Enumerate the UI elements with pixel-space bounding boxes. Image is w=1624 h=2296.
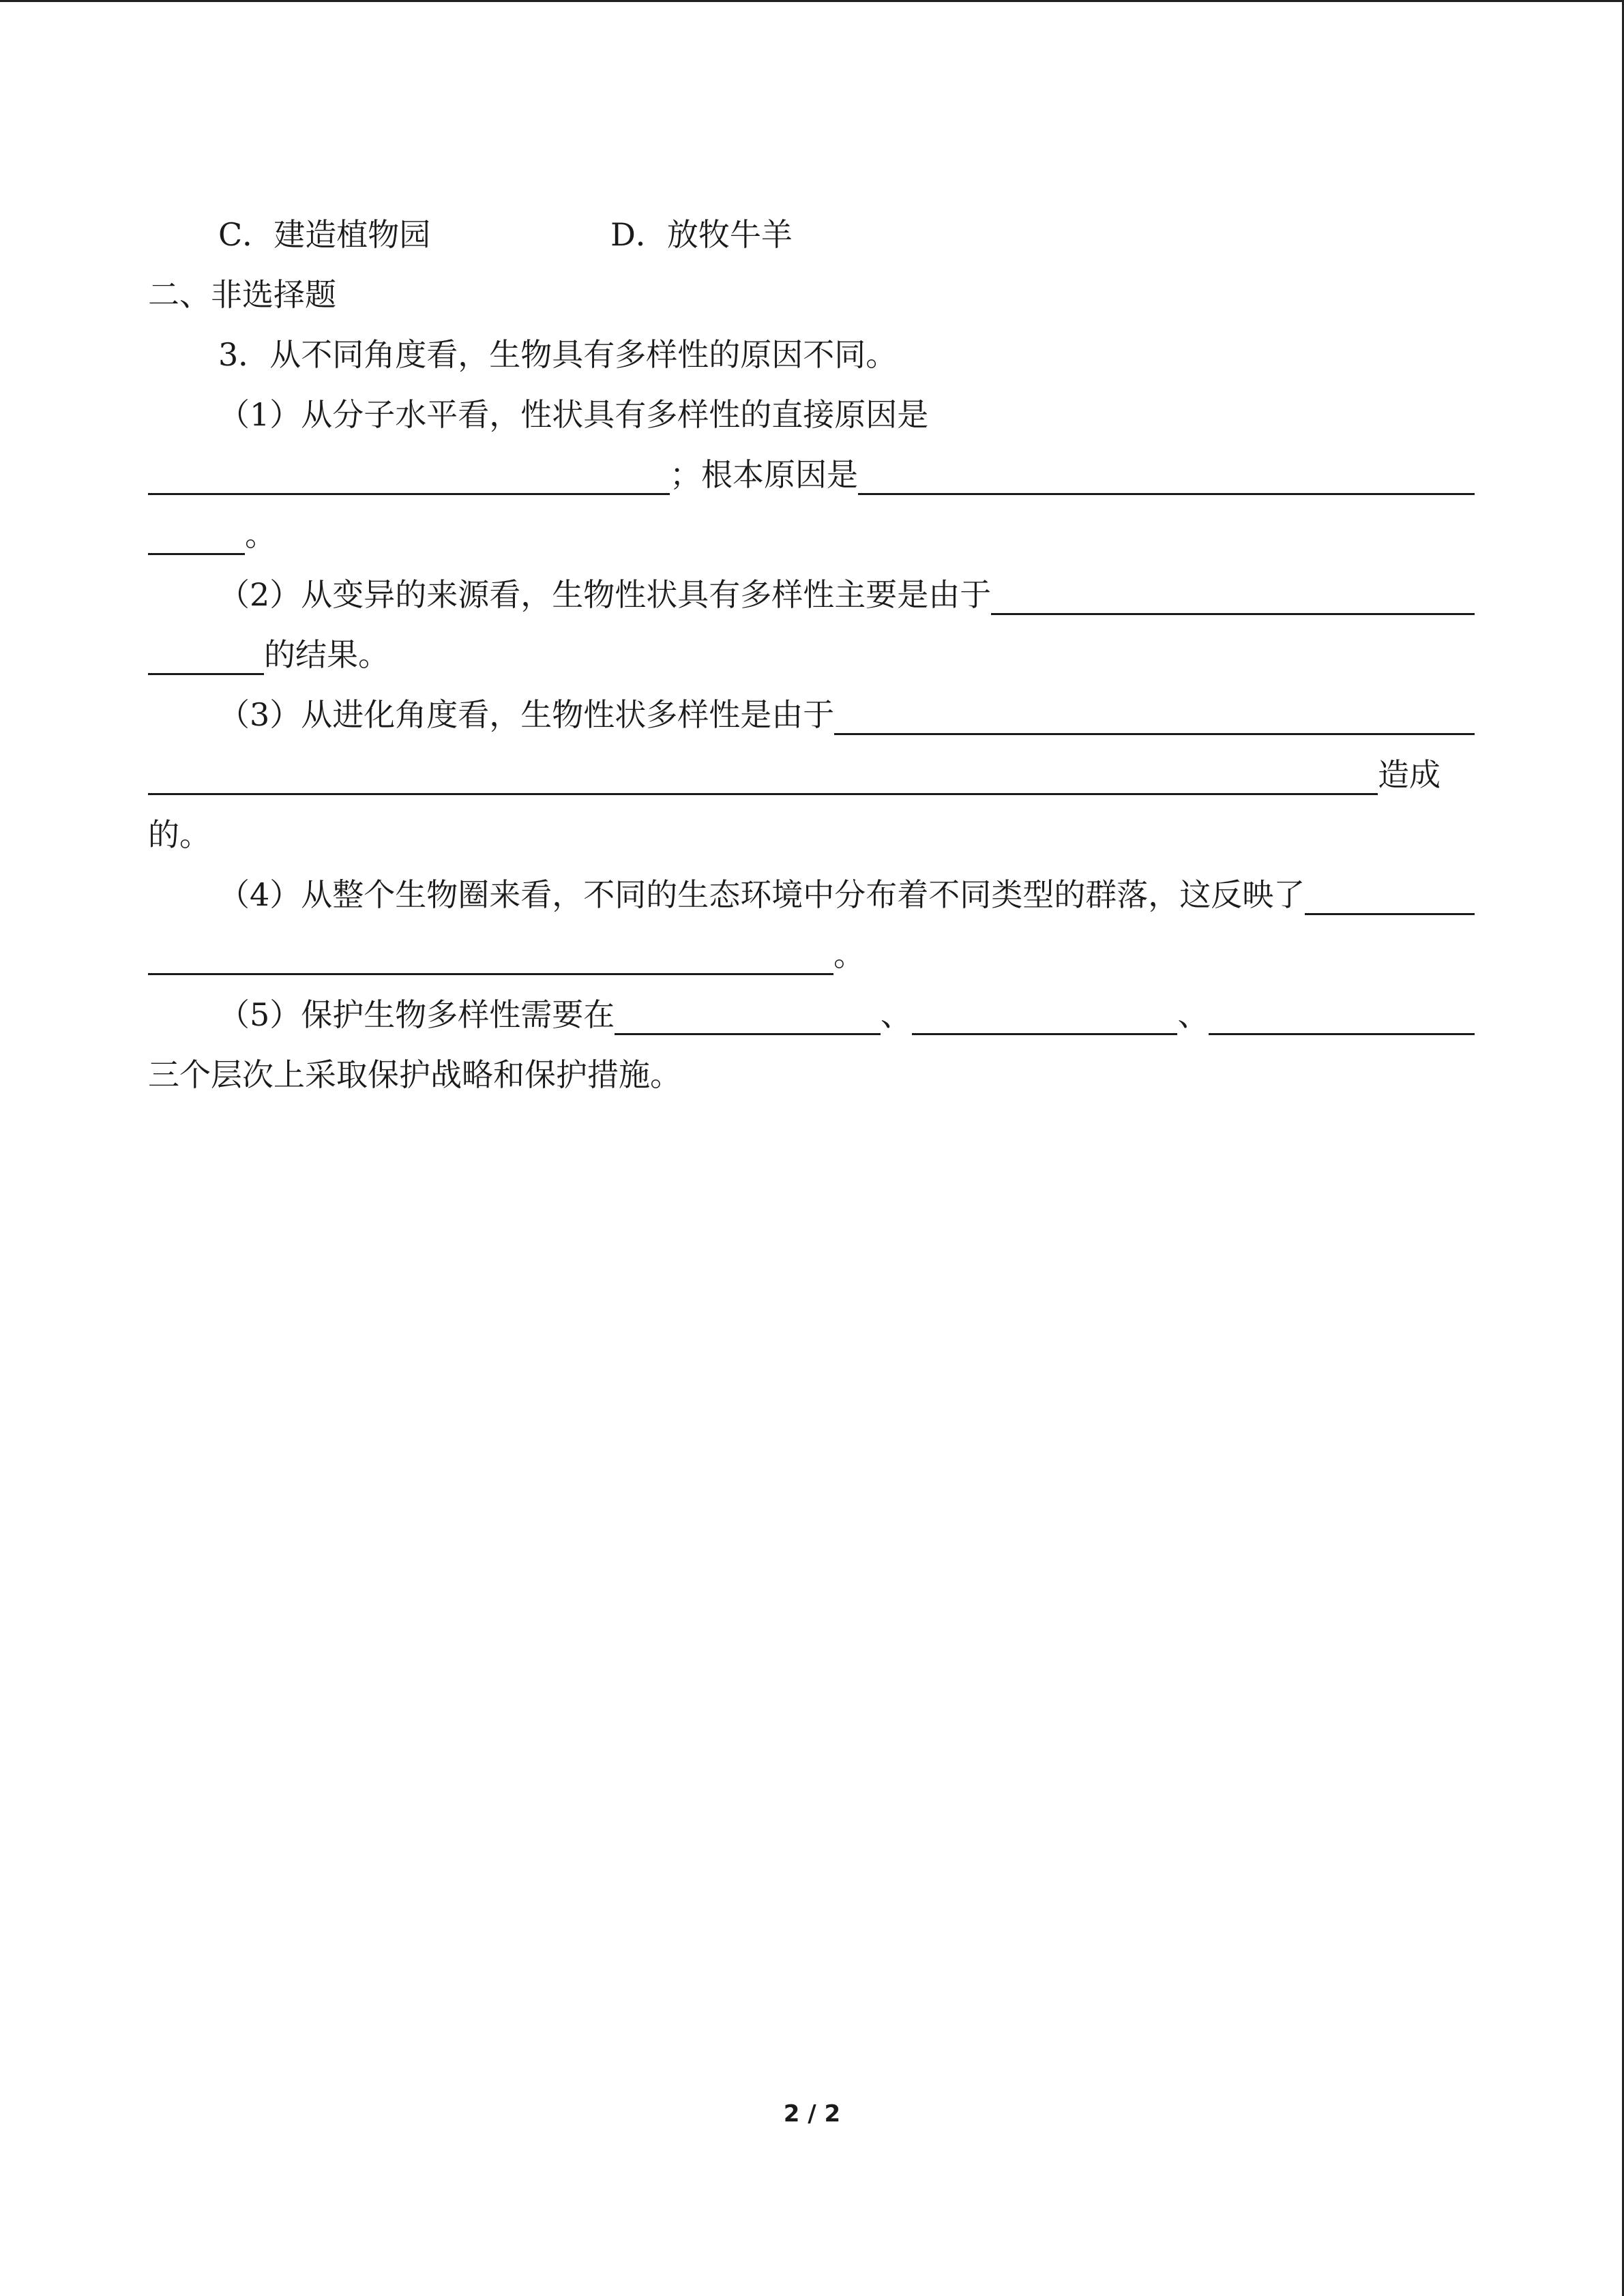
option-d: D．放牧牛羊 <box>610 216 793 253</box>
q3-part1-answer-continuation <box>148 514 1475 555</box>
q3-part5-sep2: 、 <box>1177 996 1209 1033</box>
question-3-stem: 3．从不同角度看，生物具有多样性的原因不同。 <box>218 336 898 373</box>
q3-part3-end: 的。 <box>148 816 211 853</box>
q3-part2-line <box>218 574 1475 615</box>
q3-part5-line <box>218 994 1475 1035</box>
answer-blank-biosphere-cont[interactable] <box>148 938 833 975</box>
q3-part3-mid: 造成 <box>1378 756 1441 793</box>
q3-part4-line <box>218 874 1475 915</box>
section-title: 二、非选择题 <box>148 276 336 313</box>
answer-blank-biosphere[interactable] <box>1305 878 1475 915</box>
page-number: 2 / 2 <box>783 2100 841 2128</box>
answer-blank-level-2[interactable] <box>912 998 1178 1035</box>
q3-part4-continuation <box>148 934 1475 975</box>
answer-blank-root-cause-cont[interactable] <box>148 518 245 555</box>
q3-part1-answer-line <box>148 454 1475 495</box>
q3-part4-text: （4）从整个生物圈来看，不同的生态环境中分布着不同类型的群落，这反映了 <box>218 876 1305 913</box>
q3-part1-mid-text: ；根本原因是 <box>670 456 858 493</box>
answer-blank-evolution[interactable] <box>834 698 1475 735</box>
q3-part4-end: 。 <box>833 936 865 973</box>
option-row <box>218 214 1475 255</box>
q3-part3-text: （3）从进化角度看，生物性状多样性是由于 <box>218 696 835 733</box>
q3-part5-end: 三个层次上采取保护战略和保护措施。 <box>148 1056 681 1093</box>
q3-part3-line <box>218 694 1475 735</box>
q3-part1-end: 。 <box>245 516 276 553</box>
answer-blank-level-3[interactable] <box>1209 998 1475 1035</box>
answer-blank-direct-cause[interactable] <box>148 458 670 495</box>
option-c: C．建造植物园 <box>218 216 431 253</box>
answer-blank-evolution-cont[interactable] <box>148 758 1378 795</box>
page-top-border <box>0 0 1624 2</box>
q3-part2-continuation <box>148 634 1475 675</box>
q3-part2-text: （2）从变异的来源看，生物性状具有多样性主要是由于 <box>218 576 992 613</box>
q3-part2-end: 的结果。 <box>264 636 389 673</box>
answer-blank-variation-source-cont[interactable] <box>148 638 264 675</box>
answer-blank-level-1[interactable] <box>615 998 881 1035</box>
q3-part5-sep1: 、 <box>880 996 912 1033</box>
answer-blank-variation-source[interactable] <box>991 578 1475 615</box>
q3-part5-text: （5）保护生物多样性需要在 <box>218 996 615 1033</box>
answer-blank-root-cause[interactable] <box>858 458 1475 495</box>
q3-part3-continuation <box>148 754 1441 795</box>
q3-part1-text: （1）从分子水平看，性状具有多样性的直接原因是 <box>218 396 929 433</box>
